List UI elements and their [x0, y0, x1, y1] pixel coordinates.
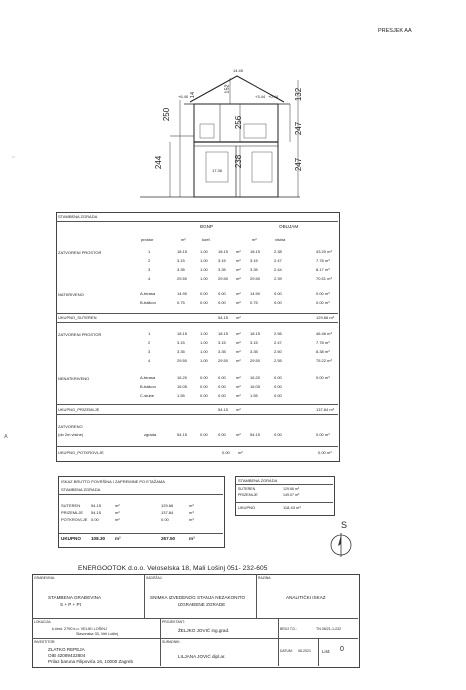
cell: 3 — [148, 267, 151, 272]
company-line: ENERGOOTOK d.o.o. Veloselska 18, Mali Lošinj 051- 232-605 — [78, 565, 268, 572]
cell: 2.39 — [274, 276, 282, 281]
cell: 1.55 — [177, 393, 185, 398]
prizemlje-nat-rows — [140, 375, 336, 402]
razina-value: ANALITIČKI ISKAZ — [286, 595, 326, 600]
cell: m² — [236, 340, 241, 345]
margin-mark: = — [12, 154, 15, 159]
cell: 0.00 — [274, 384, 282, 389]
suteren-zatvoreni-label: ZATVORENI PROSTOR — [58, 250, 102, 255]
potkrovlje-label-2: (do 2m visine) — [58, 432, 84, 437]
margin-mark-a: A — [4, 434, 8, 440]
cell: 0.00 — [218, 384, 226, 389]
cell: 3.35 — [177, 349, 185, 354]
summary-title: ISKAZ BRUTTO POVRŠINA I ZAPREMINE PO ETAŽAMA — [61, 479, 165, 484]
cell: 2.47 — [274, 258, 282, 263]
projektant-value: ŽELJKO JOVIĆ ing.grad. — [178, 628, 230, 633]
cell: 0.00 — [274, 432, 282, 437]
table-row — [61, 510, 221, 517]
cell: 0.00 — [274, 393, 282, 398]
cell: 14.90 — [250, 291, 261, 296]
table-row — [140, 375, 336, 384]
level-label-4: +0.44 — [268, 94, 279, 99]
cell: 46.46 m³ — [316, 331, 332, 336]
cell: 129.66 — [161, 503, 174, 508]
summary-total-area-unit: m² — [115, 536, 121, 541]
level-label-2: +6.40 — [178, 94, 189, 99]
suteren-rows — [140, 249, 336, 285]
summary-total-vol-unit: m³ — [189, 536, 195, 541]
cell: 70.51 m³ — [316, 276, 332, 281]
cell: C-stube — [140, 393, 155, 398]
cell: m² — [236, 375, 241, 380]
north-arrow-icon — [328, 532, 354, 558]
cell: B-balkon — [140, 300, 156, 305]
table-row — [238, 493, 330, 499]
lbl-datum: DATUM: — [280, 649, 293, 653]
cell: 0.00 — [200, 300, 208, 305]
cell: 0.00 — [200, 291, 208, 296]
cell: 1.00 — [200, 258, 208, 263]
cell: 18.15 — [218, 331, 229, 336]
table-row — [140, 258, 336, 267]
cell: 0.00 — [161, 517, 169, 522]
cell: 18.15 — [250, 331, 261, 336]
side-box-total-row — [238, 505, 330, 512]
cell: POTKROVLJE — [61, 517, 88, 522]
cell: 1.55 — [250, 393, 258, 398]
cell: m² — [236, 393, 241, 398]
sadrzaj-line-1: SNIMKA IZVEDENOG STANJA NEZAKONITO — [150, 595, 246, 600]
cell: 0.00 — [274, 291, 282, 296]
cell: 14.90 — [177, 291, 188, 296]
table-row — [140, 349, 336, 358]
table-row — [140, 300, 336, 309]
cell: 3.35 — [250, 267, 258, 272]
prizemlje-zatvoreni-label: ZATVORENI PROSTOR — [58, 332, 102, 337]
side-box-title: STAMBENA ZGRADA — [238, 478, 278, 483]
cell: 2.38 — [274, 249, 282, 254]
cell: 1 — [148, 249, 151, 254]
cell: 3.35 — [218, 349, 226, 354]
cell: 8.17 m³ — [316, 267, 330, 272]
table-row — [140, 291, 336, 300]
cell: 18.15 — [218, 249, 229, 254]
cell: 0.00 — [200, 384, 208, 389]
hdr-koef: koef. — [202, 237, 211, 242]
prizemlje-nenatkriveno-label: NENATKRIVENO — [58, 376, 90, 381]
cell: 3.15 — [177, 258, 185, 263]
investitor-line-1: ZLATKO REPEJA — [48, 647, 85, 652]
cell: 75.22 m³ — [316, 358, 332, 363]
prizemlje-total-label: UKUPNO_PRIZEMLJE — [58, 407, 100, 412]
cell: 3.15 — [250, 340, 258, 345]
cell: 29.50 — [218, 276, 229, 281]
cell: 16.05 — [250, 384, 261, 389]
sadrzaj-line-2: IZGRAĐENE ZGRADE — [178, 602, 226, 607]
cell: 1.00 — [200, 358, 208, 363]
cell: m³ — [189, 503, 194, 508]
cell: 3.35 — [177, 267, 185, 272]
potkrovlje-label-1: ZATVORENO — [58, 424, 83, 429]
cell: 3.15 — [250, 258, 258, 263]
datum-value: 06.2021 — [298, 649, 311, 653]
cell: 0.00 m³ — [316, 375, 330, 380]
page-title: PRESJEK AA — [378, 28, 412, 34]
cell: 129.66 m³ — [283, 487, 300, 491]
cell: 3.35 — [218, 267, 226, 272]
summary-total-label: UKUPNO — [61, 536, 81, 541]
hdr-prostor: prostor — [141, 237, 154, 242]
summary-subtitle: STAMBENA ZGRADA — [61, 487, 101, 492]
cell: 8.38 m³ — [316, 349, 330, 354]
potkrovlje-total-bgnp: 0.00 — [222, 450, 230, 455]
lokacija-line-1: k.čest. 2790 k.o. VELIKI LOŠINJ — [52, 627, 107, 631]
suteren-total-vol: 129.66 m³ — [316, 315, 335, 320]
cell: A-terasa — [140, 291, 156, 296]
lbl-lokacija: LOKACIJA: — [34, 620, 52, 624]
cell: 3.15 — [218, 340, 226, 345]
summary-total-vol: 267.50 — [161, 536, 176, 541]
cell: 29.50 — [250, 276, 261, 281]
cell: 0.75 — [250, 300, 258, 305]
potkrovlje-row — [140, 432, 336, 441]
potkrovlje-total-unit: m² — [238, 450, 243, 455]
suradnik-value: LILJANA JOVIĆ dipl.ar. — [178, 654, 226, 659]
cell: 2 — [148, 340, 151, 345]
cell: 1 — [148, 331, 151, 336]
cell: 0.00 — [218, 300, 226, 305]
cell: 0.00 — [218, 432, 226, 437]
cell: m² — [236, 349, 241, 354]
cell: 18.15 — [250, 249, 261, 254]
cell: 1.00 — [200, 249, 208, 254]
table-row — [140, 393, 336, 402]
cell: SUTEREN — [61, 503, 81, 508]
cell: 2.56 — [274, 331, 282, 336]
cell: 2 — [148, 258, 151, 263]
broj-value: TN 06/21-1-232 — [316, 627, 342, 631]
dim-right-low: 247 — [294, 157, 304, 172]
cell: m² — [236, 249, 241, 254]
cell: m² — [115, 517, 120, 522]
cell: 54.15 — [91, 510, 102, 515]
cell: 29.50 — [250, 358, 261, 363]
lbl-broj: BROJ T.D.: — [280, 627, 297, 631]
gradevina-line-1: STAMBENA GRAĐEVINA — [48, 595, 102, 600]
section-drawing — [140, 60, 310, 210]
cell: 0.00 — [200, 375, 208, 380]
cell: 54.15 — [91, 503, 102, 508]
dim-inner-2: 152 — [224, 84, 231, 94]
cell: 18.15 — [177, 249, 188, 254]
cell: m³ — [189, 510, 194, 515]
cell: 1.00 — [200, 349, 208, 354]
cell: 0.00 — [218, 375, 226, 380]
dim-left-lower: 244 — [154, 155, 164, 170]
cell: 0.00 m³ — [316, 291, 330, 296]
cell: 4 — [148, 276, 151, 281]
cell: 1.00 — [200, 276, 208, 281]
cell: 29.50 — [177, 358, 188, 363]
cell: 1.00 — [200, 267, 208, 272]
dim-right-top: 132 — [294, 87, 304, 102]
table-row — [140, 358, 336, 367]
investitor-line-3: Prilaz baruna Filipovića 16, 10000 Zagreb — [48, 659, 134, 664]
cell: m² — [236, 276, 241, 281]
cell: A-terasa — [140, 375, 156, 380]
side-box-total-label: UKUPNO — [238, 505, 256, 510]
table-row — [140, 331, 336, 340]
cell: 3.15 — [218, 258, 226, 263]
prizemlje-total-bgnp: 54.15 — [218, 407, 229, 412]
cell: m² — [236, 331, 241, 336]
level-label-5: 17.36 — [212, 168, 223, 173]
side-box-total-vol: 118.43 m³ — [283, 505, 301, 510]
lbl-razina: RAZINA: — [258, 576, 272, 580]
cell: 3.15 — [177, 340, 185, 345]
cell: 2.55 — [274, 358, 282, 363]
col-bgnp: BGNP — [200, 224, 214, 229]
cell: PRIZEMLJE — [238, 493, 258, 497]
table-row — [140, 340, 336, 349]
hdr-visina: visina — [275, 237, 286, 242]
prizemlje-total-unit: m² — [236, 407, 241, 412]
cell: 0.00 — [200, 432, 208, 437]
cell: 54.15 — [177, 432, 188, 437]
dim-inner-3: 256 — [234, 115, 244, 130]
suteren-total-bgnp: 54.15 — [218, 315, 229, 320]
list-value: 0 — [340, 646, 344, 653]
investitor-line-2: OIB 42089432804 — [48, 653, 86, 658]
cell: m² — [115, 503, 120, 508]
lbl-investitor: INVESTITOR: — [34, 640, 56, 644]
dim-left-upper: 250 — [162, 107, 172, 122]
lokacija-line-2: Slavonska 33, Veli Lošinj — [76, 632, 119, 636]
cell: m² — [236, 300, 241, 305]
cell: 0.00 m³ — [316, 432, 330, 437]
table-title: STAMBENA ZGRADA — [58, 214, 98, 219]
gradevina-line-2: S + P + Pt — [60, 602, 81, 607]
cell: m² — [236, 384, 241, 389]
cell: zgrada — [144, 432, 157, 437]
dim-inner-1: 14 — [190, 91, 197, 99]
cell: 0.00 — [218, 291, 226, 296]
prizemlje-total-vol: 137.84 m³ — [316, 407, 335, 412]
hdr-m2: m² — [181, 237, 186, 242]
cell: 0.00 — [274, 300, 282, 305]
cell: m² — [236, 291, 241, 296]
cell: B-balkon — [140, 384, 156, 389]
suteren-nat-rows — [140, 291, 336, 309]
cell: m² — [115, 510, 120, 515]
cell: 16.20 — [250, 375, 261, 380]
cell: 4 — [148, 358, 151, 363]
cell: 0.00 m³ — [316, 300, 330, 305]
suteren-total-label: UKUPNO_SUTEREN — [58, 315, 97, 320]
cell: 1.00 — [200, 331, 208, 336]
dim-inner-4: 238 — [234, 154, 244, 169]
cell: 3 — [148, 349, 151, 354]
table-row — [61, 503, 221, 510]
table-row — [140, 267, 336, 276]
cell: 2.50 — [274, 349, 282, 354]
col-obujam: OBUJAM — [279, 224, 299, 229]
lbl-gradevina: GRAĐEVINA: — [34, 576, 55, 580]
cell: SUTEREN — [238, 487, 256, 491]
cell: 0.00 — [218, 393, 226, 398]
table-row — [140, 384, 336, 393]
potkrovlje-total-vol: 0.00 m³ — [318, 450, 332, 455]
cell: 0.00 — [200, 393, 208, 398]
cell: m³ — [189, 517, 194, 522]
potkrovlje-total-label: UKUPNO_POTKROVLJE — [58, 450, 104, 455]
dim-right-mid: 247 — [294, 121, 304, 136]
table-row — [140, 249, 336, 258]
lbl-suradnik: SURADNIK: — [162, 640, 181, 644]
cell: 7.78 m³ — [316, 340, 330, 345]
level-label-1: 14.45 — [233, 68, 244, 73]
summary-total-row — [61, 536, 221, 545]
cell: 16.20 — [177, 375, 188, 380]
cell: PRIZEMLJE — [61, 510, 84, 515]
cell: m² — [236, 432, 241, 437]
cell: 137.84 — [161, 510, 174, 515]
lbl-sadrzaj: SADRŽAJ: — [146, 576, 163, 580]
lbl-projektant: PROJEKTANT: — [162, 620, 185, 624]
suteren-natkriveno-label: NATKRIVENO — [58, 292, 84, 297]
cell: 7.78 m³ — [316, 258, 330, 263]
cell: 2.47 — [274, 340, 282, 345]
cell: 54.15 — [250, 432, 261, 437]
hdr-m2b: m² — [252, 237, 257, 242]
north-label: S — [341, 520, 348, 530]
cell: m² — [236, 267, 241, 272]
cell: 149.07 m³ — [283, 493, 300, 497]
summary-rows — [61, 503, 221, 524]
cell: 29.50 — [177, 276, 188, 281]
cell: 3.35 — [250, 349, 258, 354]
lbl-list: List: — [322, 649, 331, 654]
cell: 0.00 — [91, 517, 99, 522]
table-row — [61, 517, 221, 524]
cell: 2.44 — [274, 267, 282, 272]
cell: 18.15 — [177, 331, 188, 336]
level-label-3: +3.44 — [255, 94, 266, 99]
cell: 29.50 — [218, 358, 229, 363]
suteren-total-unit: m² — [236, 315, 241, 320]
cell: 43.20 m³ — [316, 249, 332, 254]
cell: 16.05 — [177, 384, 188, 389]
cell: m² — [236, 358, 241, 363]
cell: 1.00 — [200, 340, 208, 345]
prizemlje-rows — [140, 331, 336, 367]
cell: 0.00 — [274, 375, 282, 380]
cell: m² — [236, 258, 241, 263]
cell: 0.75 — [177, 300, 185, 305]
table-row — [140, 276, 336, 285]
summary-total-area: 108.30 — [91, 536, 106, 541]
side-box-rows — [238, 487, 330, 499]
